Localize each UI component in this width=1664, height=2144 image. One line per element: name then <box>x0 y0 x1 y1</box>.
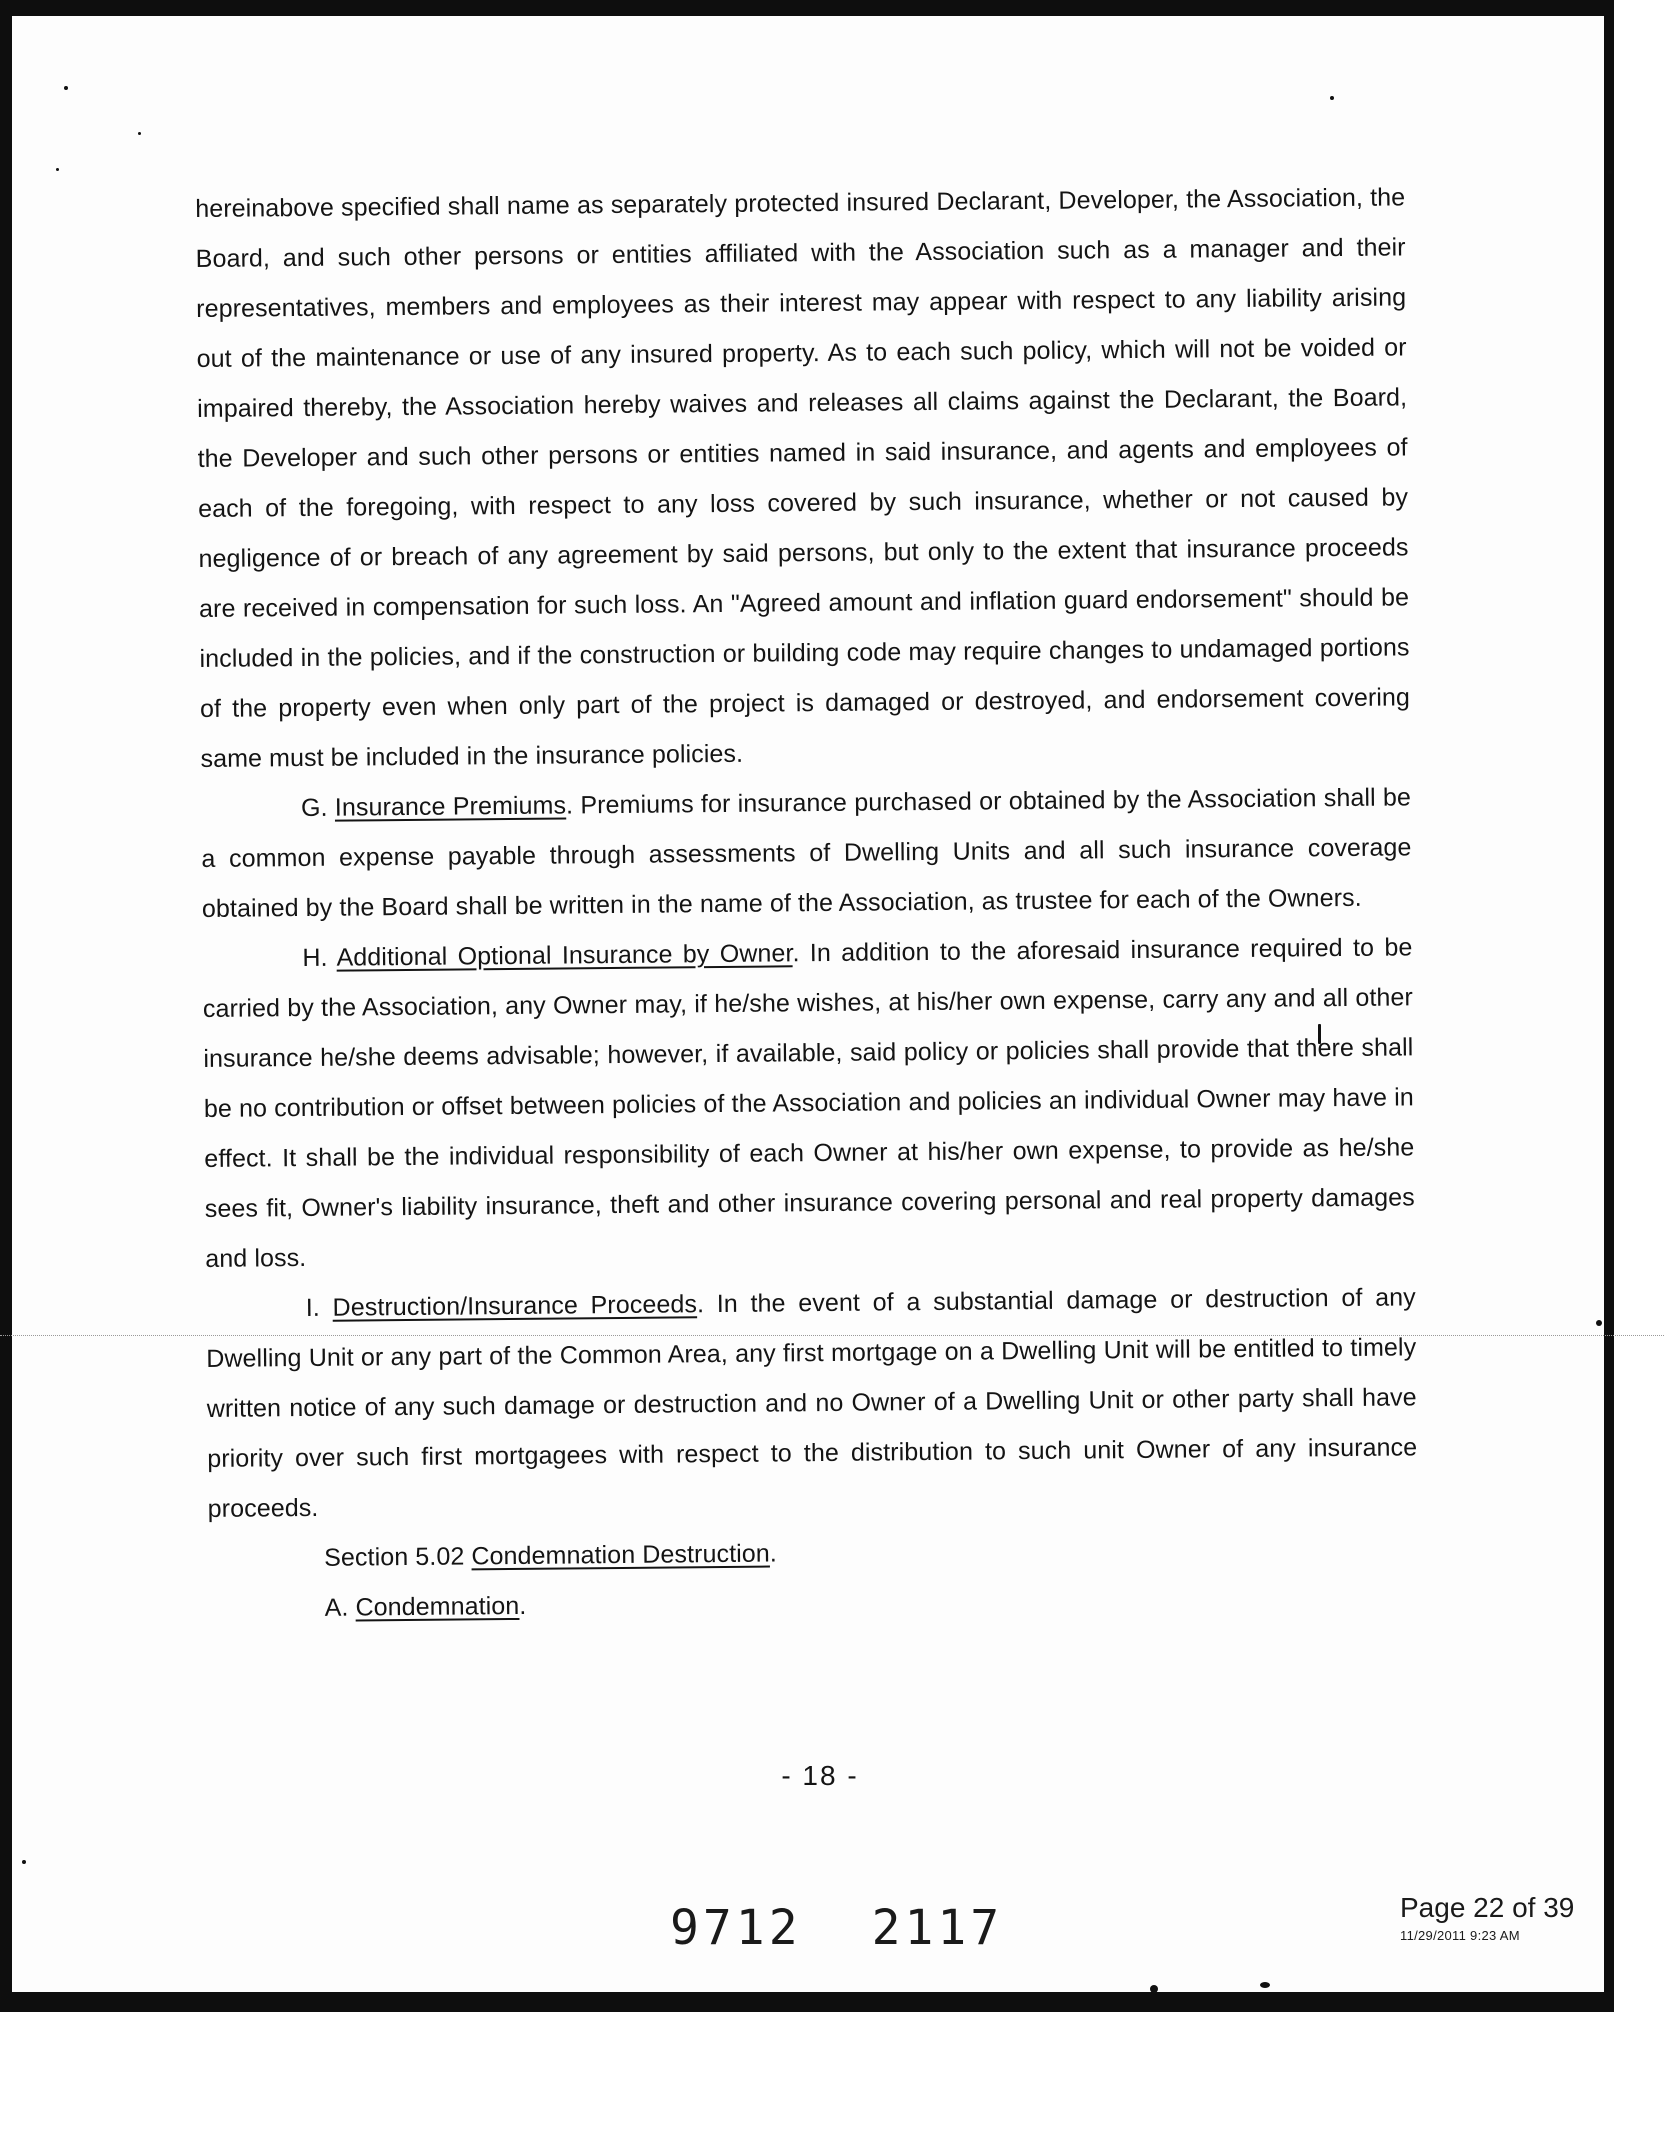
section-g-body: . Premiums for insurance purchased or obtained by the Association shall be a common expense payable through assessments of Dwelling Units and all such insurance coverage obtained by the Board shall be written in the name of the Association, as trustee for each of the Owners. <box>201 783 1412 923</box>
scan-speck <box>1596 1320 1602 1326</box>
section-h-heading: Additional Optional Insurance by Owner <box>336 939 793 972</box>
continuation-paragraph: hereinabove specified shall name as separately protected insured Declarant, Developer, the Association, the Board, and such other persons or entities affiliated with the Association such as a manager and their representatives, members and employees as their interest may appear with respect to any liability arising out of the maintenance or use of any insured property. As to each such policy, which will not be voided or impaired thereby, the Association hereby waives and releases all claims against the Declarant, the Board, the Developer and such other persons or entities named in said insurance, and agents and employees of each of the foregoing, with respect to any loss covered by such insurance, whether or not caused by negligence of or breach of any agreement by said persons, but only to the extent that insurance proceeds are received in compensation for such loss. An "Agreed amount and inflation guard endorsement" should be included in the policies, and if the construction or building code may require changes to undamaged portions of the property even when only part of the project is damaged or destroyed, and endorsement covering same must be included in the insurance policies. <box>195 183 1411 773</box>
section-i-heading: Destruction/Insurance Proceeds <box>332 1290 698 1322</box>
page-counter: Page 22 of 39 <box>1400 1892 1575 1923</box>
section-a-letter: A. <box>324 1593 349 1622</box>
scan-speck <box>1608 170 1612 174</box>
section-h-letter: H. <box>302 943 328 973</box>
scan-speck <box>56 168 59 171</box>
section-i-letter: I. <box>305 1293 321 1322</box>
scan-speck <box>1330 96 1334 100</box>
section-502-label: Section 5.02 <box>324 1542 465 1572</box>
recording-stamp-page: 2117 <box>871 1900 1004 1956</box>
scan-speck <box>1150 1985 1158 1993</box>
scan-speck <box>64 86 68 90</box>
section-502-trail: . <box>769 1539 778 1568</box>
page-number: - 18 - <box>781 1760 859 1791</box>
section-a-heading: Condemnation <box>355 1591 520 1622</box>
scan-speck <box>1260 1982 1270 1988</box>
document-body <box>195 172 1419 1634</box>
scan-speck <box>138 132 141 135</box>
section-i-paragraph <box>206 1272 1418 1534</box>
section-502-heading: Condemnation Destruction <box>471 1539 770 1571</box>
scan-speck <box>22 1860 26 1864</box>
section-h-paragraph <box>202 922 1415 1284</box>
section-g-paragraph <box>201 772 1412 934</box>
recording-stamp-book: 9712 <box>670 1900 802 1956</box>
section-h-body: . In addition to the aforesaid insurance required to be carried by the Association, any Owner may, if he/she wishes, at his/her own expense, carry any and all other insurance he/she deems advisable; however, if available, said policy or policies shall provide that there shall be no contribution or offset between policies of the Association and policies an individual Owner may have in effect. It shall be the individual responsibility of each Owner at his/her own expense, to provide as he/she sees fit, Owner's liability insurance, theft and other insurance covering personal and real property damages and loss. <box>202 933 1415 1273</box>
section-i-body: . In the event of a substantial damage or destruction of any Dwelling Unit or any part of the Common Area, any first mortgage on a Dwelling Unit will be entitled to timely written notice of any such damage or destruction and no Owner of a Dwelling Unit or other party shall have priority over such first mortgagees with respect to the distribution to such unit Owner of any insurance proceeds. <box>206 1283 1418 1523</box>
section-g-letter: G. <box>300 793 328 823</box>
section-a-trail: . <box>519 1591 527 1620</box>
section-g-heading: Insurance Premiums <box>334 791 567 822</box>
recording-stamp <box>670 1900 1003 1956</box>
print-timestamp: 11/29/2011 9:23 AM <box>1400 1928 1520 1943</box>
